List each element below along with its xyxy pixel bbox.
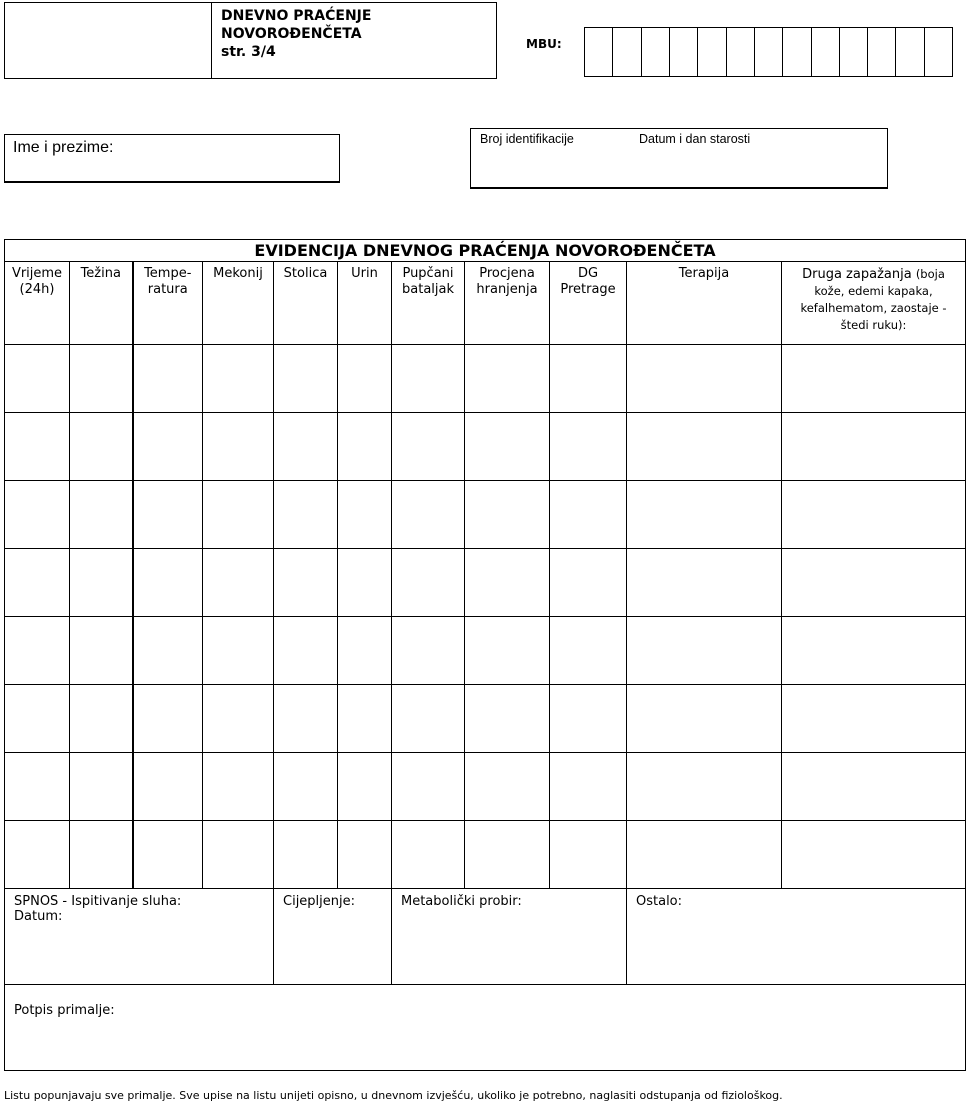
mbu-digit-box[interactable] — [585, 28, 613, 76]
table-cell[interactable] — [782, 821, 966, 889]
table-cell[interactable] — [133, 413, 203, 481]
table-cell[interactable] — [274, 345, 338, 413]
table-cell[interactable] — [338, 753, 392, 821]
column-header: DG Pretrage — [550, 262, 627, 345]
table-cell[interactable] — [465, 821, 550, 889]
table-cell[interactable] — [627, 617, 782, 685]
table-cell[interactable] — [627, 345, 782, 413]
table-cell[interactable] — [70, 345, 133, 413]
table-cell[interactable] — [133, 345, 203, 413]
table-row — [5, 481, 966, 549]
table-row — [5, 549, 966, 617]
table-cell[interactable] — [465, 549, 550, 617]
table-cell[interactable] — [70, 549, 133, 617]
hearing-date-label: Datum: — [14, 909, 63, 924]
form-title-line-1: DNEVNO PRAĆENJE — [221, 8, 372, 24]
column-header: Težina — [70, 262, 133, 345]
table-cell[interactable] — [5, 685, 70, 753]
table-row — [5, 753, 966, 821]
other-label: Ostalo: — [636, 894, 683, 909]
table-cell[interactable] — [5, 617, 70, 685]
table-cell[interactable] — [338, 481, 392, 549]
table-cell[interactable] — [5, 753, 70, 821]
table-row — [5, 345, 966, 413]
table-cell[interactable] — [203, 617, 274, 685]
table-cell[interactable] — [5, 821, 70, 889]
footer-note: Listu popunjavaju sve primalje. Sve upise na listu unijeti opisno, u dnevnom izvješću, ukoliko je potrebno, naglasiti odstupanja od fiziološkog. — [4, 1089, 783, 1102]
table-cell[interactable] — [627, 481, 782, 549]
table-header-row — [5, 262, 966, 345]
identification-label: Broj identifikacije — [480, 132, 574, 146]
table-cell[interactable] — [627, 549, 782, 617]
table-cell[interactable] — [203, 549, 274, 617]
mbu-digit-box[interactable] — [783, 28, 811, 76]
table-cell[interactable] — [203, 413, 274, 481]
table-cell[interactable] — [550, 413, 627, 481]
column-header-observations: Druga zapažanja (boja kože, edemi kapaka, kefalhematom, zaostaje - štedi ruku): — [782, 262, 966, 345]
table-cell[interactable] — [465, 685, 550, 753]
bottom-row — [5, 889, 966, 985]
table-cell[interactable] — [274, 821, 338, 889]
table-row — [5, 821, 966, 889]
table-cell[interactable] — [274, 753, 338, 821]
table-cell[interactable] — [465, 617, 550, 685]
table-cell[interactable] — [782, 413, 966, 481]
column-header: Tempe- ratura — [133, 262, 203, 345]
table-cell[interactable] — [550, 617, 627, 685]
table-cell[interactable] — [550, 821, 627, 889]
table-cell[interactable] — [627, 753, 782, 821]
table-cell[interactable] — [274, 617, 338, 685]
table-cell[interactable] — [627, 413, 782, 481]
identification-field[interactable] — [470, 128, 888, 189]
mbu-digit-box[interactable] — [642, 28, 670, 76]
table-cell[interactable] — [133, 685, 203, 753]
metabolic-screening-label: Metabolički probir: — [401, 894, 522, 909]
table-cell[interactable] — [70, 821, 133, 889]
mbu-digit-box[interactable] — [727, 28, 755, 76]
table-cell[interactable] — [70, 413, 133, 481]
table-row — [5, 617, 966, 685]
mbu-digit-box[interactable] — [896, 28, 924, 76]
table-cell[interactable] — [274, 549, 338, 617]
table-cell[interactable] — [133, 617, 203, 685]
logo-cell — [5, 3, 212, 78]
mbu-digit-box[interactable] — [812, 28, 840, 76]
table-row — [5, 413, 966, 481]
table-cell[interactable] — [465, 413, 550, 481]
column-header: Stolica — [274, 262, 338, 345]
table-cell[interactable] — [550, 345, 627, 413]
column-header: Mekonij — [203, 262, 274, 345]
table-cell[interactable] — [550, 685, 627, 753]
table-cell[interactable] — [133, 481, 203, 549]
mbu-digit-box[interactable] — [698, 28, 726, 76]
table-row — [5, 685, 966, 753]
table-cell[interactable] — [70, 481, 133, 549]
column-header: Vrijeme (24h) — [5, 262, 70, 345]
signature-cell[interactable] — [5, 985, 966, 1071]
table-cell[interactable] — [627, 821, 782, 889]
table-cell[interactable] — [338, 549, 392, 617]
other-cell[interactable] — [627, 889, 966, 985]
table-cell[interactable] — [5, 481, 70, 549]
column-header: Procjena hranjenja — [465, 262, 550, 345]
vaccination-label: Cijepljenje: — [283, 894, 356, 909]
name-label: Ime i prezime: — [13, 139, 114, 156]
table-cell[interactable] — [782, 685, 966, 753]
table-cell[interactable] — [338, 821, 392, 889]
table-cell[interactable] — [392, 413, 465, 481]
header-box — [4, 2, 497, 79]
table-cell[interactable] — [203, 481, 274, 549]
table-cell[interactable] — [338, 413, 392, 481]
table-cell[interactable] — [782, 345, 966, 413]
table-cell[interactable] — [338, 345, 392, 413]
table-cell[interactable] — [550, 549, 627, 617]
vaccination-cell[interactable] — [274, 889, 392, 985]
mbu-digit-box[interactable] — [868, 28, 896, 76]
table-cell[interactable] — [465, 753, 550, 821]
signature-label: Potpis primalje: — [14, 1003, 115, 1018]
table-cell[interactable] — [392, 345, 465, 413]
table-cell[interactable] — [274, 685, 338, 753]
table-cell[interactable] — [133, 549, 203, 617]
table-cell[interactable] — [203, 753, 274, 821]
table-cell[interactable] — [338, 617, 392, 685]
table-cell[interactable] — [627, 685, 782, 753]
table-cell[interactable] — [203, 685, 274, 753]
table-cell[interactable] — [70, 753, 133, 821]
hearing-test-cell[interactable] — [5, 889, 274, 985]
column-header: Urin — [338, 262, 392, 345]
table-cell[interactable] — [550, 481, 627, 549]
table-cell[interactable] — [550, 753, 627, 821]
table-cell[interactable] — [392, 753, 465, 821]
table-cell[interactable] — [338, 685, 392, 753]
table-cell[interactable] — [274, 413, 338, 481]
table-cell[interactable] — [274, 481, 338, 549]
table-cell[interactable] — [5, 413, 70, 481]
table-cell[interactable] — [392, 685, 465, 753]
mbu-label: MBU: — [526, 37, 562, 51]
form-title-line-2: NOVOROĐENČETA — [221, 26, 362, 42]
name-field[interactable] — [4, 134, 340, 183]
table-cell[interactable] — [392, 481, 465, 549]
date-age-label: Datum i dan starosti — [639, 132, 751, 146]
form-page-number: str. 3/4 — [221, 44, 276, 60]
hearing-test-label: SPNOS - Ispitivanje sluha: — [14, 894, 182, 909]
mbu-digit-box[interactable] — [613, 28, 641, 76]
table-cell[interactable] — [392, 617, 465, 685]
table-cell[interactable] — [133, 821, 203, 889]
form-title — [212, 3, 371, 78]
table-cell[interactable] — [782, 617, 966, 685]
table-cell[interactable] — [782, 481, 966, 549]
table-title: EVIDENCIJA DNEVNOG PRAĆENJA NOVOROĐENČETA — [5, 240, 966, 262]
mbu-digit-box[interactable] — [925, 28, 952, 76]
column-header: Pupčani bataljak — [392, 262, 465, 345]
table-cell[interactable] — [392, 549, 465, 617]
table-cell[interactable] — [782, 549, 966, 617]
table-cell[interactable] — [70, 685, 133, 753]
mbu-digit-box[interactable] — [755, 28, 783, 76]
mbu-digit-box[interactable] — [670, 28, 698, 76]
table-cell[interactable] — [465, 481, 550, 549]
column-header: Terapija — [627, 262, 782, 345]
table-cell[interactable] — [465, 345, 550, 413]
table-cell[interactable] — [133, 753, 203, 821]
table-cell[interactable] — [203, 821, 274, 889]
monitoring-table — [4, 239, 966, 1071]
mbu-input-boxes[interactable] — [584, 27, 953, 77]
metabolic-screening-cell[interactable] — [392, 889, 627, 985]
table-cell[interactable] — [392, 821, 465, 889]
table-cell[interactable] — [5, 549, 70, 617]
table-cell[interactable] — [203, 345, 274, 413]
table-cell[interactable] — [70, 617, 133, 685]
table-cell[interactable] — [782, 753, 966, 821]
table-cell[interactable] — [5, 345, 70, 413]
mbu-digit-box[interactable] — [840, 28, 868, 76]
